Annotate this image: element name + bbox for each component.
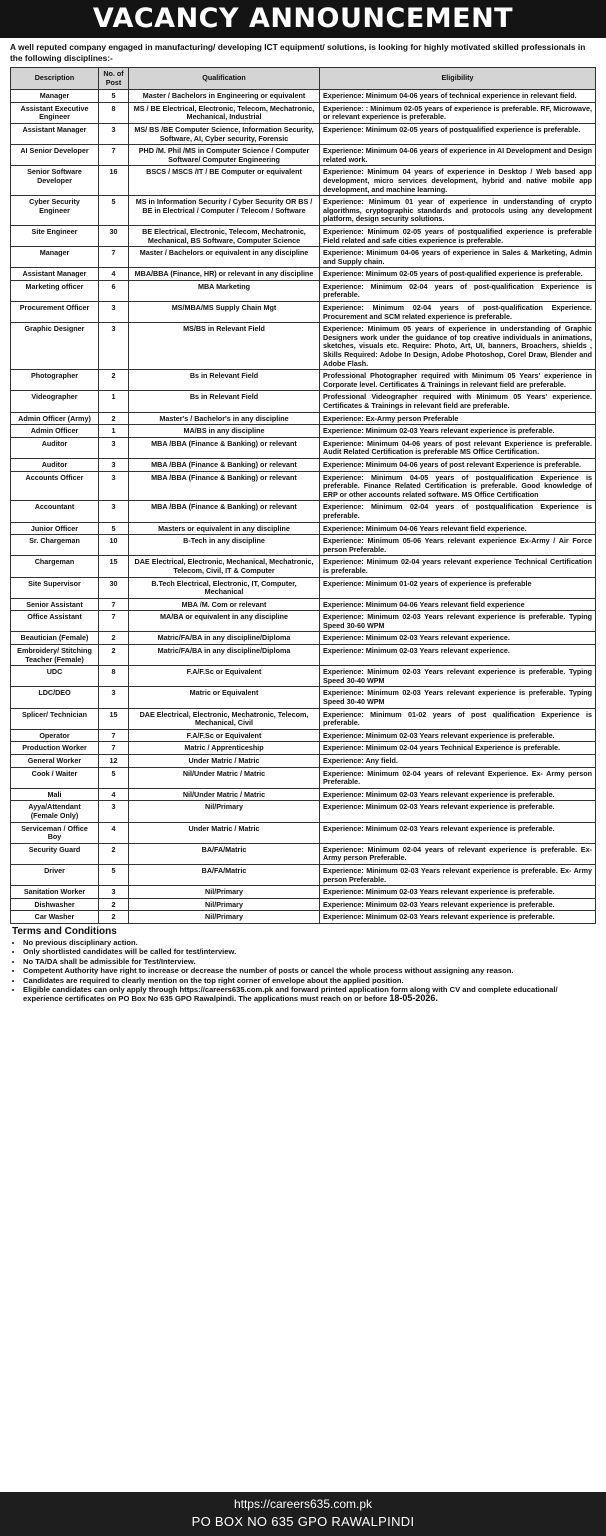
cell-eligibility: Experience: Minimum 02-03 Years relevant experience is preferable.	[320, 788, 596, 801]
table-row	[11, 886, 596, 899]
cell-qualification: MBA/BBA (Finance, HR) or relevant in any discipline	[129, 268, 320, 281]
cell-description: Sanitation Worker	[11, 886, 99, 899]
cell-description: Serviceman / Office Boy	[11, 822, 99, 843]
cell-eligibility: Experience: Minimum 02-03 Years relevant experience is preferable. Typing Speed 30-40 WPM	[320, 687, 596, 708]
table-row	[11, 708, 596, 729]
cell-qualification: Masters or equivalent in any discipline	[129, 522, 320, 535]
table-row	[11, 268, 596, 281]
table-row	[11, 577, 596, 598]
cell-posts: 3	[99, 437, 129, 458]
cell-qualification: Nil/Primary	[129, 886, 320, 899]
cell-posts: 30	[99, 577, 129, 598]
table-row	[11, 687, 596, 708]
cell-qualification: BSCS / MSCS /IT / BE Computer or equivalent	[129, 166, 320, 196]
cell-posts: 15	[99, 556, 129, 577]
cell-qualification: Under Matric / Matric	[129, 822, 320, 843]
cell-eligibility: Experience: Minimum 02-03 Years relevant experience is preferable.	[320, 729, 596, 742]
cell-eligibility: Experience: Minimum 02-03 Years relevant experience.	[320, 632, 596, 645]
cell-description: Graphic Designer	[11, 323, 99, 370]
cell-description: Auditor	[11, 458, 99, 471]
terms-title: Terms and Conditions	[12, 925, 117, 937]
table-row	[11, 391, 596, 412]
cell-qualification: F.A/F.Sc or Equivalent	[129, 666, 320, 687]
col-header-description: Description	[11, 68, 99, 90]
cell-eligibility: Experience: Minimum 02-04 years of postqualification Experience is preferable.	[320, 501, 596, 522]
page-title-banner	[0, 0, 606, 38]
cell-posts: 7	[99, 247, 129, 268]
cell-eligibility: Experience: Minimum 04-05 years of postqualification Experience is preferable. Finance Related Certification is preferable. Good knowledge of ERP or other accounts related software. MS Office Certification	[320, 471, 596, 501]
cell-posts: 4	[99, 822, 129, 843]
cell-qualification: Nil/Under Matric / Matric	[129, 767, 320, 788]
table-row	[11, 729, 596, 742]
table-row	[11, 90, 596, 103]
table-row	[11, 767, 596, 788]
vacancy-table	[10, 67, 596, 924]
cell-posts: 3	[99, 302, 129, 323]
terms-apply-text: Eligible candidates can only apply through https://careers635.com.pk and forward printed application form along with CV and complete educational/ experience certificates on PO Box No 635 GPO Rawalpindi. The applications must reach on or before	[23, 984, 558, 1004]
cell-posts: 12	[99, 755, 129, 768]
cell-eligibility: Experience: Minimum 04-06 years of technical experience in relevant field.	[320, 90, 596, 103]
cell-eligibility: Experience: Minimum 02-04 years of relevant experience is preferable. Ex- Army person Preferable.	[320, 843, 596, 864]
cell-eligibility: Experience: Any field.	[320, 755, 596, 768]
table-row	[11, 788, 596, 801]
cell-description: Videographer	[11, 391, 99, 412]
page-title: VACANCY ANNOUNCEMENT	[92, 3, 514, 34]
cell-description: General Worker	[11, 755, 99, 768]
cell-description: Splicer/ Technician	[11, 708, 99, 729]
cell-qualification: MS / BE Electrical, Electronic, Telecom, Mechatronic, Mechanical, Industrial	[129, 102, 320, 123]
table-row	[11, 145, 596, 166]
intro-text: A well reputed company engaged in manufacturing/ developing ICT equipment/ solutions, is looking for highly motivated skilled professionals in the following disciplines:-	[10, 42, 586, 63]
cell-eligibility: Experience: Minimum 02-05 years of postqualified experience is preferable.	[320, 123, 596, 144]
deadline-date: 18-05-2026.	[389, 993, 438, 1004]
col-header-posts: No. of Post	[99, 68, 129, 90]
cell-eligibility: Experience: Minimum 04-06 years of experience in AI Development and Design related work.	[320, 145, 596, 166]
cell-description: Procurement Officer	[11, 302, 99, 323]
cell-description: Photographer	[11, 370, 99, 391]
cell-eligibility: Professional Videographer required with Minimum 05 Years' experience. Certificates & Trainings in relevant field are preferable.	[320, 391, 596, 412]
cell-posts: 3	[99, 886, 129, 899]
cell-eligibility: Experience: Minimum 04-06 years of post relevant Experience is preferable.	[320, 458, 596, 471]
terms-item: • No TA/DA shall be admissible for Test/Interview.	[23, 957, 594, 966]
cell-description: Mali	[11, 788, 99, 801]
cell-eligibility: Experience: Minimum 02-04 years of post-qualification Experience. Procurement and SCM related experience is preferable.	[320, 302, 596, 323]
cell-qualification: MBA /BBA (Finance & Banking) or relevant	[129, 437, 320, 458]
cell-posts: 3	[99, 801, 129, 822]
cell-description: Assistant Executive Engineer	[11, 102, 99, 123]
cell-description: Admin Officer (Army)	[11, 412, 99, 425]
cell-posts: 8	[99, 102, 129, 123]
cell-description: Driver	[11, 864, 99, 885]
cell-qualification: MS in Information Security / Cyber Security OR BS / BE in Electrical / Computer / Telecom / Software	[129, 196, 320, 226]
cell-posts: 10	[99, 535, 129, 556]
cell-eligibility: Professional Photographer required with Minimum 05 Years' experience in Corporate level. Certificates & Trainings in relevant field are preferable.	[320, 370, 596, 391]
cell-qualification: BE Electrical, Electronic, Telecom, Mechatronic, Mechanical, BS Software, Computer Science	[129, 225, 320, 246]
cell-qualification: MA/BA or equivalent in any discipline	[129, 611, 320, 632]
cell-qualification: MBA /M. Com or relevant	[129, 598, 320, 611]
cell-eligibility: Experience: Minimum 02-03 Years relevant experience is preferable. Typing Speed 30-60 WPM	[320, 611, 596, 632]
cell-description: Dishwasher	[11, 898, 99, 911]
table-row	[11, 801, 596, 822]
cell-posts: 15	[99, 708, 129, 729]
cell-eligibility: Experience: Minimum 02-03 Years relevant experience is preferable. Ex- Army person Preferable.	[320, 864, 596, 885]
cell-eligibility: Experience: Minimum 04-06 Years relevant field experience	[320, 598, 596, 611]
cell-eligibility: Experience: Minimum 04 years of experience in Desktop / Web based app development, micro services development, hybrid and native mobile app development, and machine learning.	[320, 166, 596, 196]
cell-qualification: MA/BS in any discipline	[129, 425, 320, 438]
cell-description: Ayya/Attendant (Female Only)	[11, 801, 99, 822]
cell-posts: 2	[99, 645, 129, 666]
cell-eligibility: Experience: Minimum 02-03 Years relevant experience is preferable.	[320, 898, 596, 911]
cell-eligibility: Experience: Minimum 02-04 years of relevant Experience. Ex- Army person Preferable.	[320, 767, 596, 788]
table-row	[11, 501, 596, 522]
cell-description: UDC	[11, 666, 99, 687]
cell-description: Manager	[11, 90, 99, 103]
cell-eligibility: Experience: Minimum 02-03 Years relevant experience is preferable.	[320, 886, 596, 899]
table-row	[11, 822, 596, 843]
cell-description: Beautician (Female)	[11, 632, 99, 645]
cell-eligibility: Experience: Minimum 01 year of experience in understanding of crypto algorithms, cryptographic standards and protocols using any development platform, design security solutions.	[320, 196, 596, 226]
terms-list	[12, 938, 594, 1004]
cell-description: Production Worker	[11, 742, 99, 755]
table-header-row	[11, 68, 596, 90]
cell-eligibility: Experience: Minimum 01-02 years of post qualification Experience is preferable.	[320, 708, 596, 729]
cell-qualification: B-Tech in any discipline	[129, 535, 320, 556]
cell-qualification: B.Tech Electrical, Electronic, IT, Computer, Mechanical	[129, 577, 320, 598]
terms-item: • Candidates are required to clearly mention on the top right corner of envelope about the applied position.	[23, 976, 594, 985]
table-row	[11, 556, 596, 577]
cell-qualification: Master / Bachelors in Engineering or equivalent	[129, 90, 320, 103]
footer-url[interactable]: https://careers635.com.pk	[233, 1497, 373, 1511]
cell-description: Accounts Officer	[11, 471, 99, 501]
cell-posts: 7	[99, 729, 129, 742]
table-row	[11, 645, 596, 666]
cell-qualification: MS/MBA/MS Supply Chain Mgt	[129, 302, 320, 323]
table-row	[11, 370, 596, 391]
cell-qualification: MS/ BS /BE Computer Science, Information Security, Software, AI, Cyber security, Forensic	[129, 123, 320, 144]
cell-posts: 1	[99, 425, 129, 438]
cell-posts: 30	[99, 225, 129, 246]
table-row	[11, 102, 596, 123]
cell-qualification: DAE Electrical, Electronic, Mechatronic, Telecom, Mechanical, Civil	[129, 708, 320, 729]
cell-posts: 7	[99, 145, 129, 166]
cell-eligibility: Experience: Minimum 05 years of experience in understanding of Graphic Designers work under the guidance of top creative individuals in animations, sketches, visuals etc. Require: Photo, Art, UI, banners, Broachers, shields , Skills Required: Adobe In Design, Adobe Photoshop, Corel Draw, Blender and Adobe Flash.	[320, 323, 596, 370]
cell-description: Assistant Manager	[11, 123, 99, 144]
cell-posts: 3	[99, 471, 129, 501]
cell-qualification: Matric/FA/BA in any discipline/Diploma	[129, 632, 320, 645]
table-row	[11, 166, 596, 196]
table-row	[11, 598, 596, 611]
cell-qualification: Matric/FA/BA in any discipline/Diploma	[129, 645, 320, 666]
cell-qualification: F.A/F.Sc or Equivalent	[129, 729, 320, 742]
cell-qualification: MS/BS in Relevant Field	[129, 323, 320, 370]
table-row	[11, 323, 596, 370]
cell-qualification: Under Matric / Matric	[129, 755, 320, 768]
cell-eligibility: Experience: Minimum 02-03 Years relevant experience.	[320, 645, 596, 666]
cell-description: AI Senior Developer	[11, 145, 99, 166]
table-row	[11, 412, 596, 425]
table-row	[11, 280, 596, 301]
terms-section	[0, 924, 606, 1004]
cell-posts: 16	[99, 166, 129, 196]
cell-qualification: Nil/Primary	[129, 898, 320, 911]
cell-description: Operator	[11, 729, 99, 742]
cell-qualification: BA/FA/Matric	[129, 843, 320, 864]
cell-posts: 7	[99, 611, 129, 632]
cell-description: Cyber Security Engineer	[11, 196, 99, 226]
cell-posts: 2	[99, 412, 129, 425]
cell-description: Sr. Chargeman	[11, 535, 99, 556]
cell-posts: 3	[99, 501, 129, 522]
cell-eligibility: Experience: Ex-Army person Preferable	[320, 412, 596, 425]
table-row	[11, 123, 596, 144]
cell-posts: 4	[99, 788, 129, 801]
table-row	[11, 225, 596, 246]
table-row	[11, 666, 596, 687]
table-row	[11, 196, 596, 226]
cell-description: Senior Assistant	[11, 598, 99, 611]
cell-qualification: BA/FA/Matric	[129, 864, 320, 885]
footer-banner	[0, 1492, 606, 1536]
terms-item: • Only shortlisted candidates will be called for test/interview.	[23, 947, 594, 956]
cell-posts: 5	[99, 522, 129, 535]
cell-posts: 2	[99, 632, 129, 645]
cell-description: Assistant Manager	[11, 268, 99, 281]
cell-eligibility: Experience: Minimum 02-03 Years relevant experience is preferable.	[320, 801, 596, 822]
cell-description: Cook / Waiter	[11, 767, 99, 788]
cell-eligibility: Experience: Minimum 02-05 years of postqualified experience is preferable Field related and safe cities experience is preferable.	[320, 225, 596, 246]
cell-posts: 3	[99, 687, 129, 708]
cell-qualification: PHD /M. Phil /MS in Computer Science / Computer Software/ Computer Engineering	[129, 145, 320, 166]
cell-eligibility: Experience: Minimum 02-03 Years relevant experience is preferable.	[320, 911, 596, 924]
cell-eligibility: Experience: Minimum 04-06 Years relevant field experience.	[320, 522, 596, 535]
table-row	[11, 843, 596, 864]
cell-posts: 8	[99, 666, 129, 687]
cell-eligibility: Experience: Minimum 02-04 years Technical Experience is preferable.	[320, 742, 596, 755]
cell-eligibility: Experience: Minimum 01-02 years of experience is preferable	[320, 577, 596, 598]
cell-posts: 3	[99, 323, 129, 370]
cell-description: Senior Software Developer	[11, 166, 99, 196]
table-row	[11, 471, 596, 501]
cell-eligibility: Experience: Minimum 05-06 Years relevant experience Ex-Army / Air Force person Preferable.	[320, 535, 596, 556]
cell-posts: 2	[99, 911, 129, 924]
col-header-qualification: Qualification	[129, 68, 320, 90]
cell-eligibility: Experience: Minimum 02-04 years relevant experience Technical Certification is preferable.	[320, 556, 596, 577]
table-row	[11, 535, 596, 556]
cell-eligibility: Experience: Minimum 02-03 Years relevant experience is preferable. Typing Speed 30-40 WPM	[320, 666, 596, 687]
cell-qualification: Bs in Relevant Field	[129, 370, 320, 391]
table-row	[11, 632, 596, 645]
cell-description: Auditor	[11, 437, 99, 458]
table-row	[11, 911, 596, 924]
table-row	[11, 458, 596, 471]
cell-posts: 7	[99, 598, 129, 611]
cell-qualification: Nil/Under Matric / Matric	[129, 788, 320, 801]
cell-qualification: DAE Electrical, Electronic, Mechanical, Mechatronic, Telecom, Civil, IT & Computer	[129, 556, 320, 577]
cell-posts: 3	[99, 123, 129, 144]
cell-qualification: MBA /BBA (Finance & Banking) or relevant	[129, 501, 320, 522]
cell-posts: 2	[99, 898, 129, 911]
cell-posts: 3	[99, 458, 129, 471]
table-row	[11, 755, 596, 768]
cell-eligibility: Experience: Minimum 02-03 Years relevant experience is preferable.	[320, 425, 596, 438]
cell-description: Car Washer	[11, 911, 99, 924]
footer-address: PO BOX NO 635 GPO RAWALPINDI	[191, 1514, 415, 1529]
cell-eligibility: Experience: Minimum 04-06 years of post relevant Experience is preferable. Audit Related Certification is preferable MS Office Certification.	[320, 437, 596, 458]
cell-posts: 6	[99, 280, 129, 301]
table-row	[11, 742, 596, 755]
cell-description: Admin Officer	[11, 425, 99, 438]
cell-qualification: Nil/Primary	[129, 911, 320, 924]
table-row	[11, 247, 596, 268]
table-row	[11, 898, 596, 911]
cell-description: Junior Officer	[11, 522, 99, 535]
cell-posts: 4	[99, 268, 129, 281]
cell-qualification: Master / Bachelors or equivalent in any discipline	[129, 247, 320, 268]
table-row	[11, 425, 596, 438]
cell-posts: 2	[99, 843, 129, 864]
table-row	[11, 522, 596, 535]
cell-posts: 1	[99, 391, 129, 412]
cell-description: Manager	[11, 247, 99, 268]
cell-eligibility: Experience: Minimum 02-05 years of post-qualified experience is preferable.	[320, 268, 596, 281]
terms-item: • Competent Authority have right to increase or decrease the number of posts or cancel the whole process without assigning any reason.	[23, 966, 594, 975]
cell-posts: 7	[99, 742, 129, 755]
table-body	[11, 90, 596, 924]
cell-posts: 2	[99, 370, 129, 391]
cell-eligibility: Experience: Minimum 04-06 years of experience in Sales & Marketing, Admin and Supply chain.	[320, 247, 596, 268]
table-row	[11, 302, 596, 323]
vacancy-table-wrapper	[0, 67, 606, 924]
cell-posts: 5	[99, 767, 129, 788]
cell-description: Marketing officer	[11, 280, 99, 301]
cell-description: Chargeman	[11, 556, 99, 577]
cell-description: LDC/DEO	[11, 687, 99, 708]
cell-qualification: Nil/Primary	[129, 801, 320, 822]
cell-qualification: Matric or Equivalent	[129, 687, 320, 708]
table-row	[11, 864, 596, 885]
cell-description: Security Guard	[11, 843, 99, 864]
cell-qualification: Master's / Bachelor's in any discipline	[129, 412, 320, 425]
cell-eligibility: Experience: : Minimum 02-05 years of experience is preferable. RF, Microwave, or relevant experience is preferable.	[320, 102, 596, 123]
cell-description: Accountant	[11, 501, 99, 522]
cell-description: Office Assistant	[11, 611, 99, 632]
cell-eligibility: Experience: Minimum 02-04 years of post-qualification Experience is preferable.	[320, 280, 596, 301]
terms-item: • No previous disciplinary action.	[23, 938, 594, 947]
cell-description: Embroidery/ Stitching Teacher (Female)	[11, 645, 99, 666]
col-header-eligibility: Eligibility	[320, 68, 596, 90]
cell-posts: 5	[99, 196, 129, 226]
cell-qualification: MBA Marketing	[129, 280, 320, 301]
cell-description: Site Supervisor	[11, 577, 99, 598]
cell-qualification: Matric / Apprenticeship	[129, 742, 320, 755]
cell-qualification: MBA /BBA (Finance & Banking) or relevant	[129, 471, 320, 501]
cell-posts: 5	[99, 864, 129, 885]
table-row	[11, 437, 596, 458]
cell-description: Site Engineer	[11, 225, 99, 246]
cell-eligibility: Experience: Minimum 02-03 Years relevant experience is preferable.	[320, 822, 596, 843]
cell-qualification: Bs in Relevant Field	[129, 391, 320, 412]
cell-posts: 5	[99, 90, 129, 103]
table-row	[11, 611, 596, 632]
cell-qualification: MBA /BBA (Finance & Banking) or relevant	[129, 458, 320, 471]
terms-item-apply	[23, 985, 594, 1004]
